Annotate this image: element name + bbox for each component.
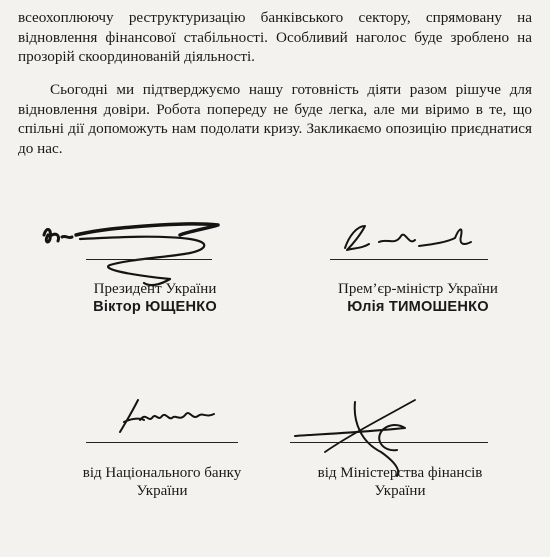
caption-nbu (66, 464, 258, 500)
president-title: Президент України (93, 281, 217, 297)
paragraph-1: всеохоплюючу реструктуризацію банківського сектору, спрямовану на відновлення фінансової стабільності. Особливий наголос буде зроблено на прозорій скоординованій діяльності. (18, 9, 532, 66)
nbu-line1: від Національного банку (82, 465, 242, 481)
minfin-line1: від Міністерства фінансів (317, 465, 483, 481)
paragraph-2: Сьогодні ми підтверджуємо нашу готовність діяти разом рішуче для відновлення довіри. Робота попереду не буде легка, але ми віримо в те, що спільні дії допоможуть нам подолати кризу. Закликаємо опозицію приєднатися до нас. (18, 81, 532, 157)
president-name: Віктор ЮЩЕНКО (93, 299, 217, 315)
signature-line-nbu (86, 442, 238, 443)
pm-title: Прем’єр-міністр України (338, 281, 498, 297)
signature-line-pm (330, 259, 488, 260)
signature-line-minfin (290, 442, 488, 443)
signature-nbu (110, 392, 240, 442)
pm-name: Юлія ТИМОШЕНКО (347, 299, 489, 315)
caption-president (70, 280, 240, 316)
nbu-line2: України (136, 483, 188, 499)
caption-pm (318, 280, 518, 316)
signature-line-president (86, 259, 212, 260)
caption-minfin (300, 464, 500, 500)
signature-pm (335, 218, 485, 258)
minfin-line2: України (374, 483, 426, 499)
